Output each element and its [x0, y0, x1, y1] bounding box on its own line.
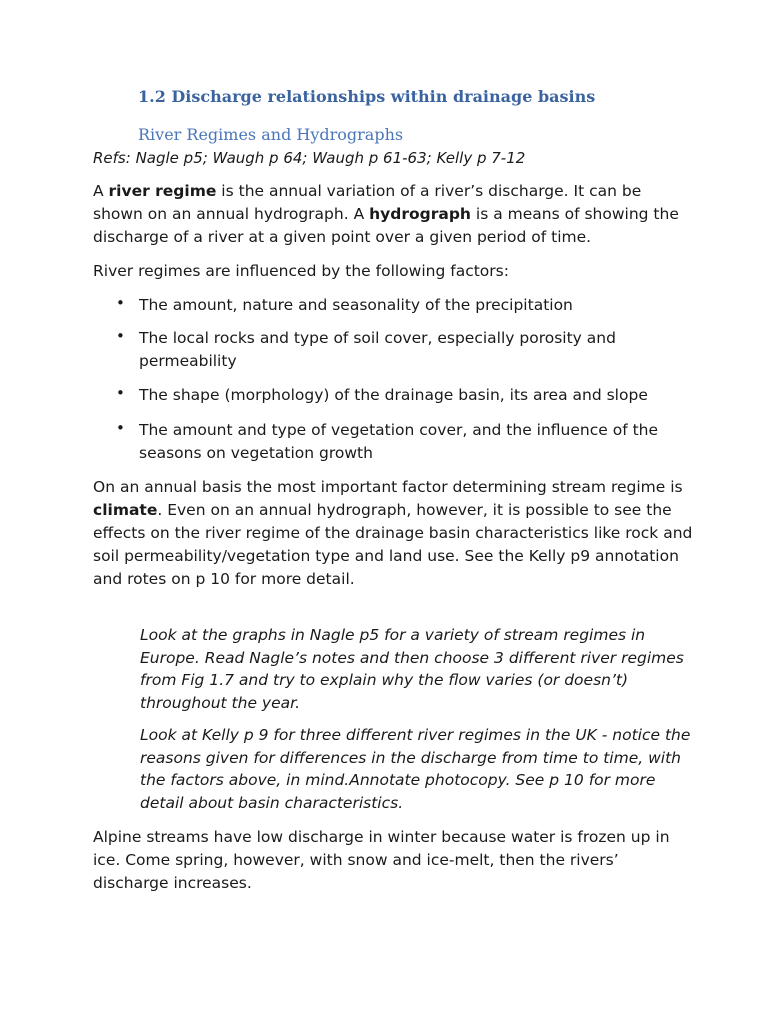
bullet-icon: •	[116, 327, 125, 345]
section-heading: 1.2 Discharge relationships within drainage basins	[138, 87, 596, 106]
paragraph-text: On an annual basis the most important factor determining stream regime is	[93, 478, 683, 496]
paragraph-alpine-streams: Alpine streams have low discharge in winter because water is frozen up in ice. Come spring, however, with snow and ice-melt, then the rivers’ discharge increases.	[93, 828, 670, 892]
paragraph-factors-intro: River regimes are influenced by the following factors:	[93, 262, 509, 280]
bullet-text: The amount, nature and seasonality of the precipitation	[139, 296, 573, 314]
bullet-icon: •	[116, 419, 125, 437]
bullet-icon: •	[116, 294, 125, 312]
bullet-text: The amount and type of vegetation cover, and the influence of the seasons on vegetation growth	[139, 421, 659, 462]
sub-heading: River Regimes and Hydrographs	[138, 125, 404, 144]
task-kelly: Look at Kelly p 9 for three different river regimes in the UK - notice the reasons given for differences in the discharge from time to time, with the factors above, in mind.Annotate photocopy. See p 10 for more detail about basin characteristics.	[140, 726, 691, 812]
paragraph-text: . Even on an annual hydrograph, however, it is possible to see the effects on the river regime of the drainage basin characteristics like rock and soil permeability/vegetation type and land use. See the Kelly p9 annotation and rotes on p 10 for more detail.	[93, 501, 693, 588]
paragraph-text: is the annual variation of a river’s discharge. It can be shown on an annual hydrograph. A	[93, 182, 642, 223]
bullet-icon: •	[116, 384, 125, 402]
bullet-text: The shape (morphology) of the drainage basin, its area and slope	[139, 386, 648, 404]
term-river-regime: river regime	[108, 182, 217, 200]
term-climate: climate	[93, 501, 158, 519]
paragraph-text: A	[93, 182, 109, 200]
paragraph-climate	[93, 476, 693, 591]
bullet-text: The local rocks and type of soil cover, especially porosity and permeability	[139, 329, 616, 370]
term-hydrograph: hydrograph	[369, 205, 471, 223]
references-line: Refs: Nagle p5; Waugh p 64; Waugh p 61-63; Kelly p 7-12	[93, 149, 526, 167]
paragraph-river-regime	[93, 180, 693, 249]
paragraph-text: is a means of showing the discharge of a river at a given point over a given period of time.	[93, 205, 679, 246]
task-nagle: Look at the graphs in Nagle p5 for a variety of stream regimes in Europe. Read Nagle’s notes and then choose 3 different river regimes from Fig 1.7 and try to explain why the flow varies (or doesn’t) throughout the year.	[140, 626, 684, 712]
